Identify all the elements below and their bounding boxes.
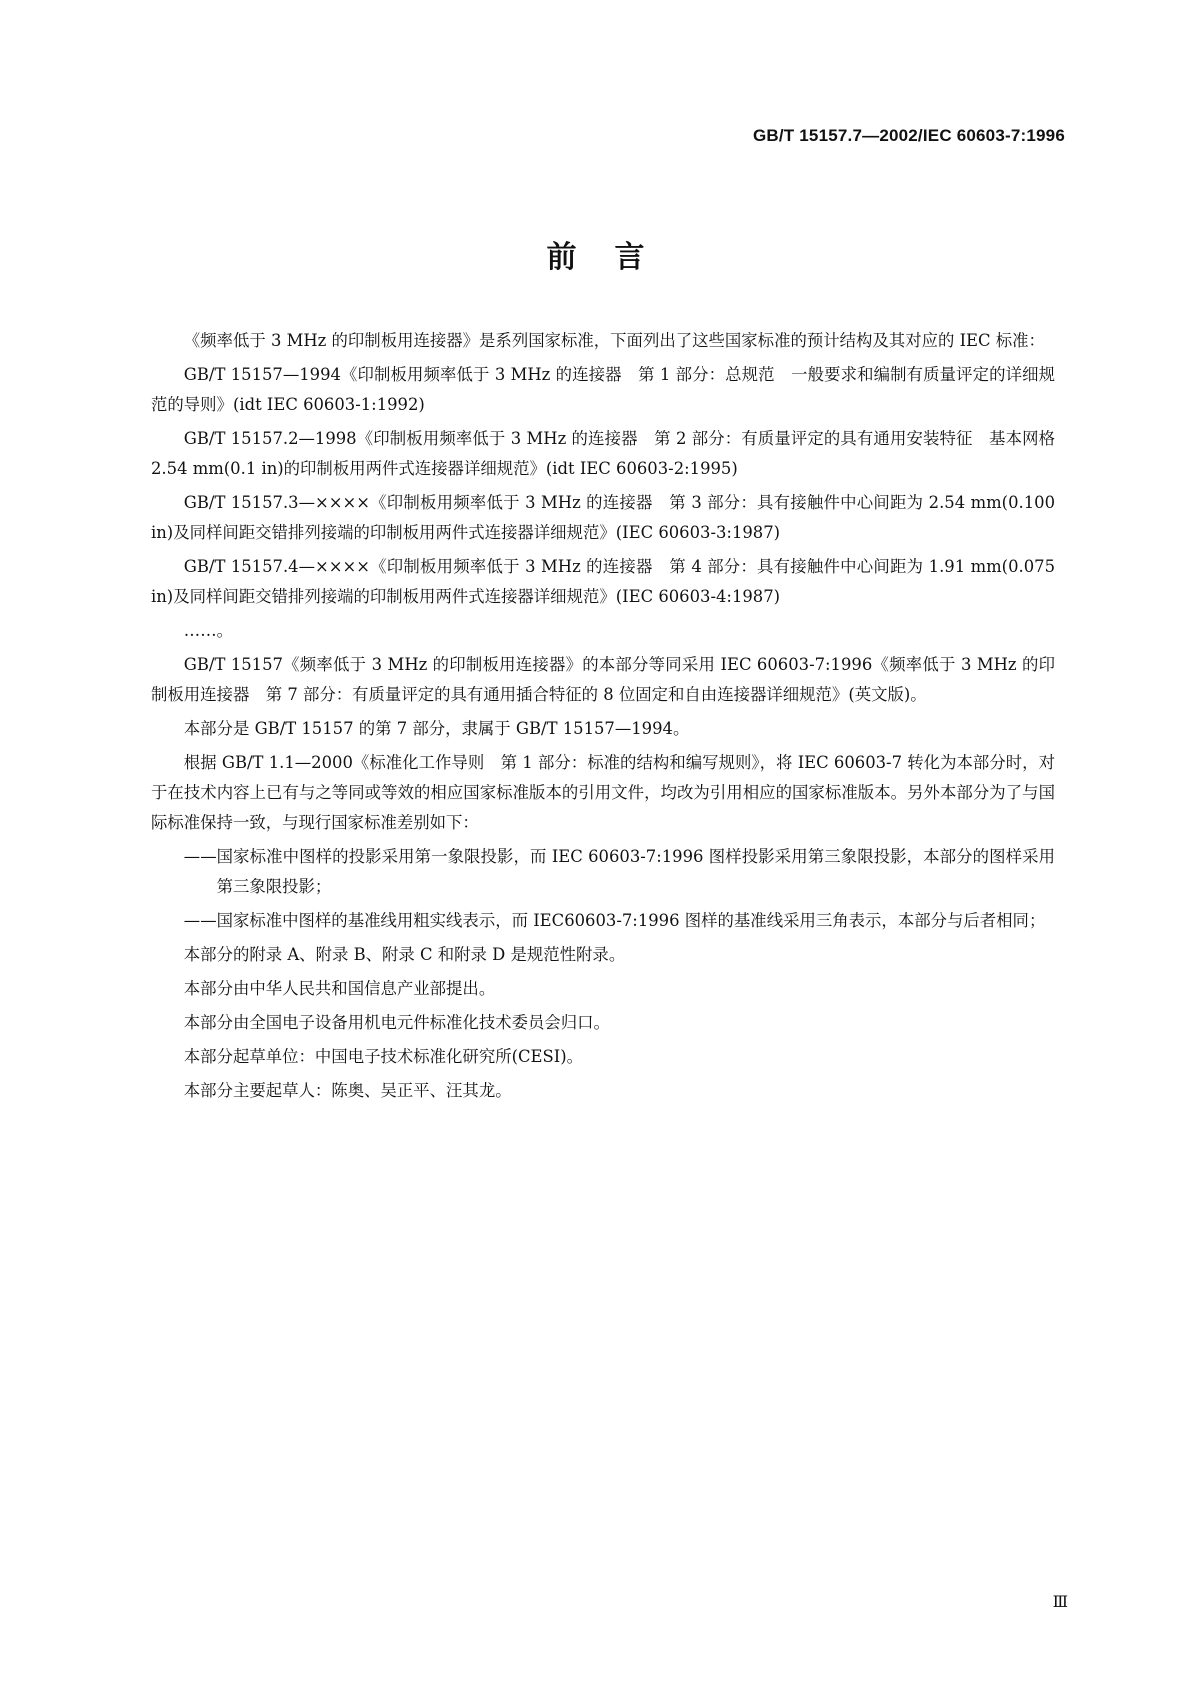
drafters-paragraph: 本部分主要起草人：陈奥、吴正平、汪其龙。 (183, 1081, 512, 1100)
page-number: Ⅲ (1052, 1592, 1068, 1611)
difference-item-datum-line: ——国家标准中图样的基准线用粗实线表示，而 IEC60603-7:1996 图样的基准线采用三角表示，本部分与后者相同； (183, 911, 1046, 930)
drafting-unit-paragraph: 本部分起草单位：中国电子技术标准化研究所(CESI)。 (183, 1047, 583, 1066)
part-relation-paragraph: 本部分是 GB/T 15157 的第 7 部分，隶属于 GB/T 15157—1994。 (183, 719, 690, 738)
reference-paragraph-part1: GB/T 15157—1994《印制板用频率低于 3 MHz 的连接器 第 1 部分：总规范 一般要求和编制有质量评定的详细规范的导则》(idt IEC 60603-1:1992) (151, 365, 1055, 414)
difference-item-projection: ——国家标准中图样的投影采用第一象限投影，而 IEC 60603-7:1996 图样投影采用第三象限投影，本部分的图样采用第三象限投影； (183, 847, 1055, 896)
reference-paragraph-part3: GB/T 15157.3—××××《印制板用频率低于 3 MHz 的连接器 第 3 部分：具有接触件中心间距为 2.54 mm(0.100 in)及同样间距交错排列接端的印制板用两件式连接器详细规范》(IEC 60603-3:1987) (151, 493, 1055, 542)
page-title: 前言 (546, 240, 683, 275)
reference-paragraph-part4: GB/T 15157.4—××××《印制板用频率低于 3 MHz 的连接器 第 4 部分：具有接触件中心间距为 1.91 mm(0.075 in)及同样间距交错排列接端的印制板用两件式连接器详细规范》(IEC 60603-4:1987) (151, 557, 1055, 606)
intro-paragraph: 《频率低于 3 MHz 的印制板用连接器》是系列国家标准，下面列出了这些国家标准的预计结构及其对应的 IEC 标准： (183, 331, 1045, 350)
ellipsis-paragraph: ……。 (183, 621, 233, 640)
reference-paragraph-part2: GB/T 15157.2—1998《印制板用频率低于 3 MHz 的连接器 第 2 部分：有质量评定的具有通用安装特征 基本网格 2.54 mm(0.1 in)的印制板用两件式连接器详细规范》(idt IEC 60603-2:1995) (151, 429, 1055, 478)
adoption-paragraph: GB/T 15157《频率低于 3 MHz 的印制板用连接器》的本部分等同采用 IEC 60603-7:1996《频率低于 3 MHz 的印制板用连接器 第 7 部分：有质量评定的具有通用插合特征的 8 位固定和自由连接器详细规范》(英文版)。 (151, 655, 1055, 704)
committee-paragraph: 本部分由全国电子设备用机电元件标准化技术委员会归口。 (183, 1013, 610, 1032)
proposer-paragraph: 本部分由中华人民共和国信息产业部提出。 (183, 979, 496, 998)
conversion-paragraph: 根据 GB/T 1.1—2000《标准化工作导则 第 1 部分：标准的结构和编写规则》，将 IEC 60603-7 转化为本部分时，对于在技术内容上已有与之等同或等效的相应国家标准版本的引用文件，均改为引用相应的国家标准版本。另外本部分为了与国际标准保持一致，与现行国家标准差别如下： (151, 753, 1055, 832)
foreword-body (151, 326, 1055, 1110)
annex-paragraph: 本部分的附录 A、附录 B、附录 C 和附录 D 是规范性附录。 (183, 945, 626, 964)
standard-code-header: GB/T 15157.7—2002/IEC 60603-7:1996 (752, 126, 1065, 145)
